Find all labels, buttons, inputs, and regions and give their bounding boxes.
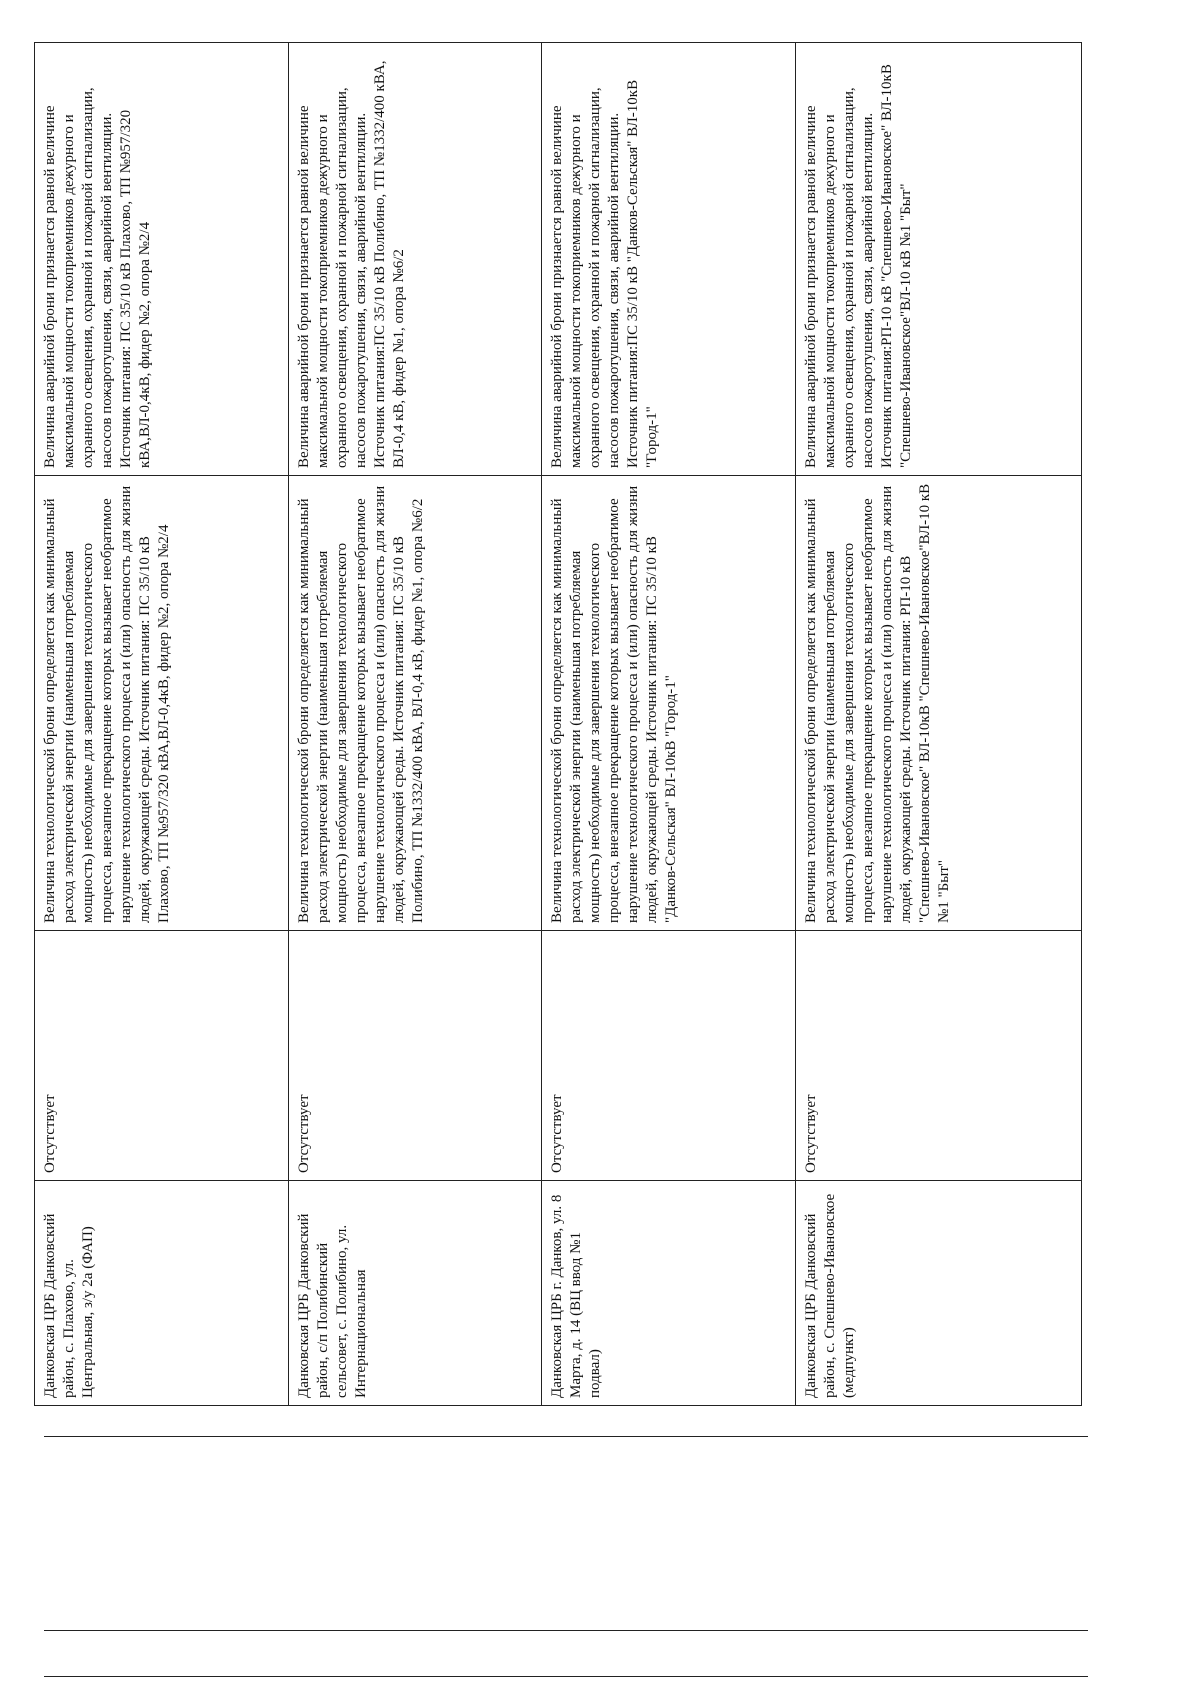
table-row [288, 43, 542, 1406]
horizontal-rule [44, 1436, 1088, 1437]
emergency-reserve-cell: Величина аварийной брони признается равной величине максимальной мощности токоприемников дежурного и охранного освещения, охранной и пожарной сигнализации, насосов пожаротушения, связи, аварийной вентиляции. Источник питания:ПС 35/10 кВ Полибино, ТП №1332/400 кВА, ВЛ-0,4 кВ, фидер №1, опора №6/2 [288, 43, 542, 476]
table-row [795, 43, 1082, 1406]
emergency-reserve-cell: Величина аварийной брони признается равной величине максимальной мощности токоприемников дежурного и охранного освещения, охранной и пожарной сигнализации, насосов пожаротушения, связи, аварийной вентиляции. Источник питания:РП-10 кВ "Спешнево-Ивановское" ВЛ-10кВ "Спешнево-Ивановское"ВЛ-10 кВ №1 "Быт" [795, 43, 1082, 476]
table-row [35, 43, 289, 1406]
tech-reserve-cell: Величина технологической брони определяется как минимальный расход электрической энергии (наименьшая потребляемая мощность) необходимые для завершения технологического процесса, внезапное прекращение которых вызывает необратимое нарушение технологического процесса и (или) опасность для жизни людей, окружающей среды. Источник питания: ПС 35/10 кВ "Данков-Сельская" ВЛ-10кВ "Город-1" [542, 476, 796, 931]
status-cell: Отсутствует [542, 931, 796, 1181]
horizontal-rule [44, 1676, 1088, 1677]
status-cell: Отсутствует [35, 931, 289, 1181]
horizontal-rule [44, 1630, 1088, 1631]
power-reserve-table [34, 42, 1082, 1406]
table-sheet [34, 42, 1082, 1406]
tech-reserve-cell: Величина технологической брони определяется как минимальный расход электрической энергии (наименьшая потребляемая мощность) необходимые для завершения технологического процесса, внезапное прекращение которых вызывает необратимое нарушение технологического процесса и (или) опасность для жизни людей, окружающей среды. Источник питания: ПС 35/10 кВ Плахово, ТП №957/320 кВА,ВЛ-0,4кВ, фидер №2, опора №2/4 [35, 476, 289, 931]
tech-reserve-cell: Величина технологической брони определяется как минимальный расход электрической энергии (наименьшая потребляемая мощность) необходимые для завершения технологического процесса, внезапное прекращение которых вызывает необратимое нарушение технологического процесса и (или) опасность для жизни людей, окружающей среды. Источник питания: РП-10 кВ "Спешнево-Ивановское" ВЛ-10кВ "Спешнево-Ивановское"ВЛ-10 кВ №1 "Быт" [795, 476, 1082, 931]
status-cell: Отсутствует [288, 931, 542, 1181]
status-cell: Отсутствует [795, 931, 1082, 1181]
tech-reserve-cell: Величина технологической брони определяется как минимальный расход электрической энергии (наименьшая потребляемая мощность) необходимые для завершения технологического процесса, внезапное прекращение которых вызывает необратимое нарушение технологического процесса и (или) опасность для жизни людей, окружающей среды. Источник питания: ПС 35/10 кВ Полибино, ТП №1332/400 кВА, ВЛ-0,4 кВ, фидер №1, опора №6/2 [288, 476, 542, 931]
facility-cell: Данковская ЦРБ Данковский район, с. Плахово, ул. Центральная, з/у 2а (ФАП) [35, 1181, 289, 1406]
rotated-table-frame [34, 42, 1082, 1406]
emergency-reserve-cell: Величина аварийной брони признается равной величине максимальной мощности токоприемников дежурного и охранного освещения, охранной и пожарной сигнализации, насосов пожаротушения, связи, аварийной вентиляции. Источник питания:ПС 35/10 кВ "Данков-Сельская" ВЛ-10кВ "Город-1" [542, 43, 796, 476]
facility-cell: Данковская ЦРБ Данковский район, с/п Полибинский сельсовет, с. Полибино, ул. Интернациональная [288, 1181, 542, 1406]
table-row [542, 43, 796, 1406]
facility-cell: Данковская ЦРБ г. Данков, ул. 8 Марта, д. 14 (ВЦ ввод №1 подвал) [542, 1181, 796, 1406]
facility-cell: Данковская ЦРБ Данковский район, с. Спешнево-Ивановское (медпункт) [795, 1181, 1082, 1406]
emergency-reserve-cell: Величина аварийной брони признается равной величине максимальной мощности токоприемников дежурного и охранного освещения, охранной и пожарной сигнализации, насосов пожаротушения, связи, аварийной вентиляции. Источник питания: ПС 35/10 кВ Плахово, ТП №957/320 кВА,ВЛ-0,4кВ, фидер №2, опора №2/4 [35, 43, 289, 476]
